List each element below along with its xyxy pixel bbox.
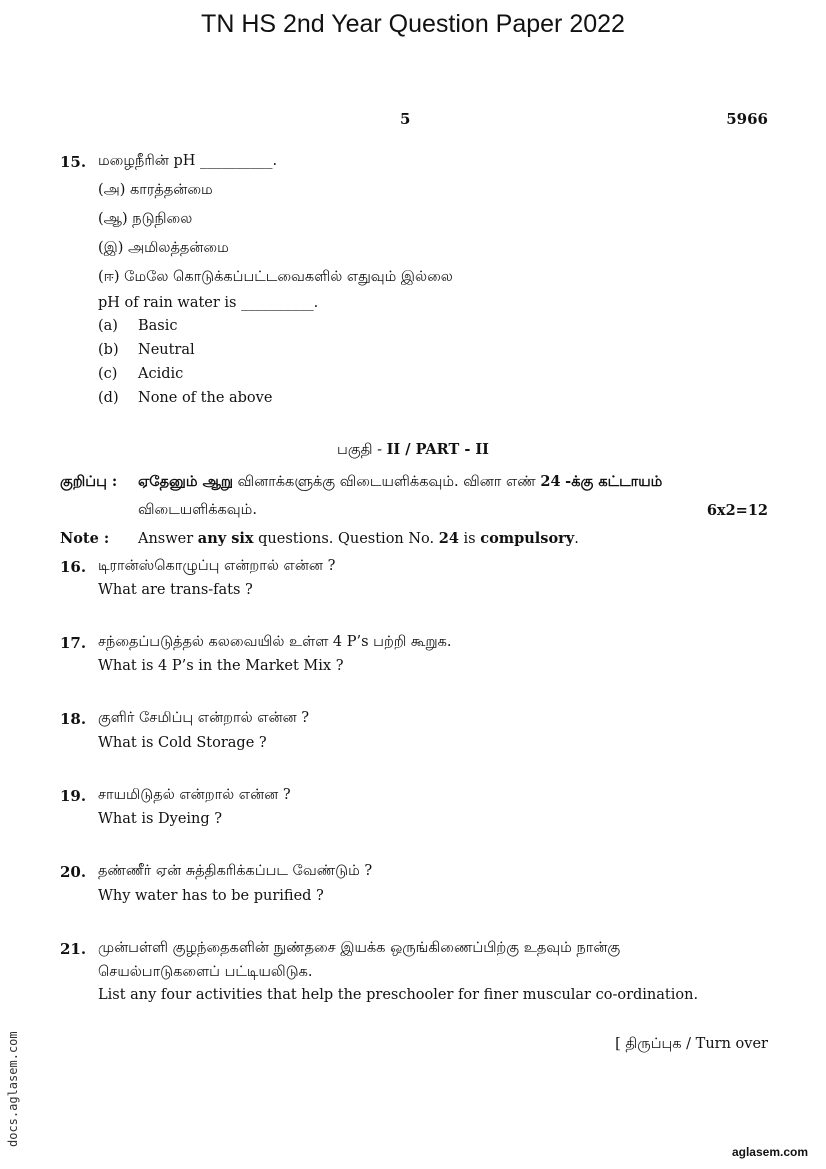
question-text-english: What is Dyeing ?	[98, 811, 223, 827]
document-title: TN HS 2nd Year Question Paper 2022	[201, 10, 625, 38]
note-part: questions. Question No.	[258, 531, 435, 547]
question-text-tamil: குளிர் சேமிப்பு என்றால் என்ன ?	[98, 710, 310, 726]
question-number: 15.	[60, 153, 87, 171]
note-part: .	[574, 531, 579, 547]
note-compulsory-number: 24	[438, 530, 459, 547]
note-part: Answer	[138, 531, 194, 547]
question-number: 21.	[60, 940, 87, 958]
option-tamil: (இ) அமிலத்தன்மை	[98, 240, 229, 256]
part-heading-tamil: பகுதி -	[337, 442, 383, 458]
note-emphasis-tamil: ஏதேனும் ஆறு	[138, 473, 234, 490]
option-text: Basic	[138, 318, 178, 334]
question-text-english: What is Cold Storage ?	[98, 735, 267, 751]
option-tamil: (ஈ) மேலே கொடுக்கப்பட்டவைகளில் எதுவும் இல்லை	[98, 269, 453, 285]
note-emphasis: any six	[197, 530, 254, 547]
note-compulsory-number: 24	[540, 473, 561, 490]
note-compulsory: compulsory	[480, 530, 575, 547]
option-tamil: (அ) காரத்தன்மை	[98, 182, 213, 198]
part-heading	[0, 441, 826, 460]
question-number: 19.	[60, 787, 87, 805]
footer-brand: aglasem.com	[731, 1145, 808, 1159]
question-text-english: What is 4 P’s in the Market Mix ?	[98, 658, 344, 674]
note-line2-tamil: விடையளிக்கவும்.	[138, 502, 257, 518]
question-number: 17.	[60, 634, 87, 652]
question-text-tamil: தண்ணீர் ஏன் சுத்திகரிக்கப்பட வேண்டும் ?	[98, 863, 373, 879]
question-text-tamil: முன்பள்ளி குழந்தைகளின் நுண்தசை இயக்க ஒருங்கிணைப்பிற்கு உதவும் நான்கு	[98, 940, 621, 956]
question-text-english: List any four activities that help the preschooler for finer muscular co-ordination.	[98, 987, 699, 1003]
question-text-english: What are trans-fats ?	[98, 582, 253, 598]
turn-over: [ திருப்புக / Turn over	[615, 1036, 768, 1052]
note-label-tamil: குறிப்பு :	[60, 473, 118, 490]
option-label: (b)	[98, 342, 119, 358]
question-text-english: Why water has to be purified ?	[98, 888, 324, 904]
note-end-tamil: -க்கு கட்டாயம்	[565, 473, 663, 490]
question-text-tamil-line2: செயல்பாடுகளைப் பட்டியலிடுக.	[98, 964, 313, 980]
watermark: docs.aglasem.com	[6, 1031, 20, 1147]
note-label: Note :	[60, 530, 110, 547]
option-tamil: (ஆ) நடுநிலை	[98, 211, 193, 227]
question-number: 18.	[60, 710, 87, 728]
option-text: Acidic	[138, 366, 184, 382]
question-text-english: pH of rain water is __________.	[98, 295, 319, 311]
question-number: 20.	[60, 863, 87, 881]
option-label: (d)	[98, 390, 119, 406]
note-part: is	[463, 531, 476, 547]
option-text: None of the above	[138, 390, 273, 406]
part-heading-number: II / PART - II	[386, 441, 489, 458]
note-mid-tamil: வினாக்களுக்கு விடையளிக்கவும். வினா எண்	[237, 474, 536, 490]
question-text-tamil: சந்தைப்படுத்தல் கலவையில் உள்ள 4 P’s பற்றி கூறுக.	[98, 634, 452, 650]
marks-scheme: 6x2=12	[706, 502, 768, 519]
note-text	[138, 530, 579, 547]
question-text-tamil: மழைநீரின் pH __________.	[98, 153, 278, 169]
question-text-tamil: டிரான்ஸ்கொழுப்பு என்றால் என்ன ?	[98, 558, 336, 574]
paper-code: 5966	[726, 110, 768, 128]
question-text-tamil: சாயமிடுதல் என்றால் என்ன ?	[98, 787, 291, 803]
option-label: (a)	[98, 318, 118, 334]
note-text-tamil	[138, 473, 662, 492]
page-number: 5	[400, 110, 411, 128]
option-label: (c)	[98, 366, 118, 382]
option-text: Neutral	[138, 342, 195, 358]
question-number: 16.	[60, 558, 87, 576]
